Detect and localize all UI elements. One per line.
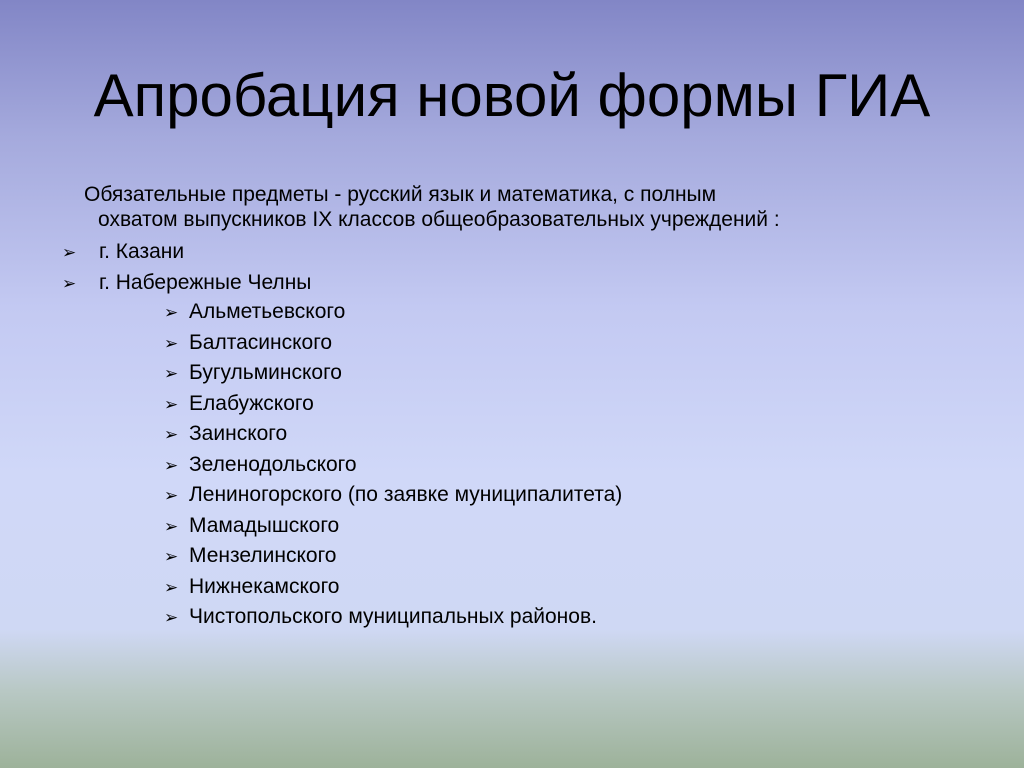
- district-item: [164, 450, 622, 481]
- arrow-bullet-icon: ➢: [62, 274, 77, 293]
- district-label: Мензелинского: [189, 544, 337, 567]
- district-label: Мамадышского: [189, 513, 340, 537]
- district-item: [164, 358, 622, 389]
- district-label: Балтасинского: [189, 330, 333, 354]
- district-label: Елабужского: [189, 391, 314, 415]
- arrow-bullet-icon: ➢: [164, 425, 179, 444]
- district-item: [164, 328, 622, 359]
- arrow-bullet-icon: ➢: [164, 486, 179, 505]
- arrow-bullet-icon: ➢: [164, 303, 179, 322]
- district-label: Лениногорского (по заявке муниципалитета): [189, 483, 623, 506]
- arrow-bullet-icon: ➢: [164, 547, 179, 566]
- district-label: Альметьевского: [189, 300, 346, 323]
- intro-line-1: Обязательные предметы - русский язык и математика, с полным: [84, 183, 717, 206]
- city-label: г. Казани: [99, 240, 185, 263]
- arrow-bullet-icon: ➢: [164, 394, 179, 414]
- district-item: [164, 602, 622, 633]
- arrow-bullet-icon: ➢: [164, 333, 179, 353]
- city-label: г. Набережные Челны: [99, 271, 312, 294]
- arrow-bullet-icon: ➢: [164, 364, 179, 383]
- district-label: Нижнекамского: [189, 574, 340, 598]
- city-item: [62, 267, 311, 298]
- arrow-bullet-icon: ➢: [164, 608, 179, 627]
- district-item: [164, 419, 622, 450]
- district-item: [164, 297, 622, 328]
- intro-line-2: охватом выпускников IX классов общеобразовательных учреждений :: [98, 208, 780, 231]
- districts-list: [164, 297, 622, 633]
- district-label: Заинского: [189, 422, 288, 445]
- slide-title: Апробация новой формы ГИА: [93, 62, 931, 129]
- arrow-bullet-icon: ➢: [164, 577, 179, 597]
- district-item: [164, 572, 622, 603]
- arrow-bullet-icon: ➢: [164, 455, 179, 475]
- cities-list: [62, 236, 311, 298]
- district-label: Чистопольского муниципальных районов.: [189, 605, 597, 628]
- district-label: Зеленодольского: [189, 452, 357, 476]
- arrow-bullet-icon: ➢: [164, 516, 179, 536]
- district-label: Бугульминского: [189, 361, 342, 384]
- district-item: [164, 480, 622, 511]
- city-item: [62, 236, 311, 267]
- district-item: [164, 511, 622, 542]
- arrow-bullet-icon: ➢: [62, 243, 77, 262]
- intro-paragraph: [84, 182, 964, 232]
- district-item: [164, 541, 622, 572]
- district-item: [164, 389, 622, 420]
